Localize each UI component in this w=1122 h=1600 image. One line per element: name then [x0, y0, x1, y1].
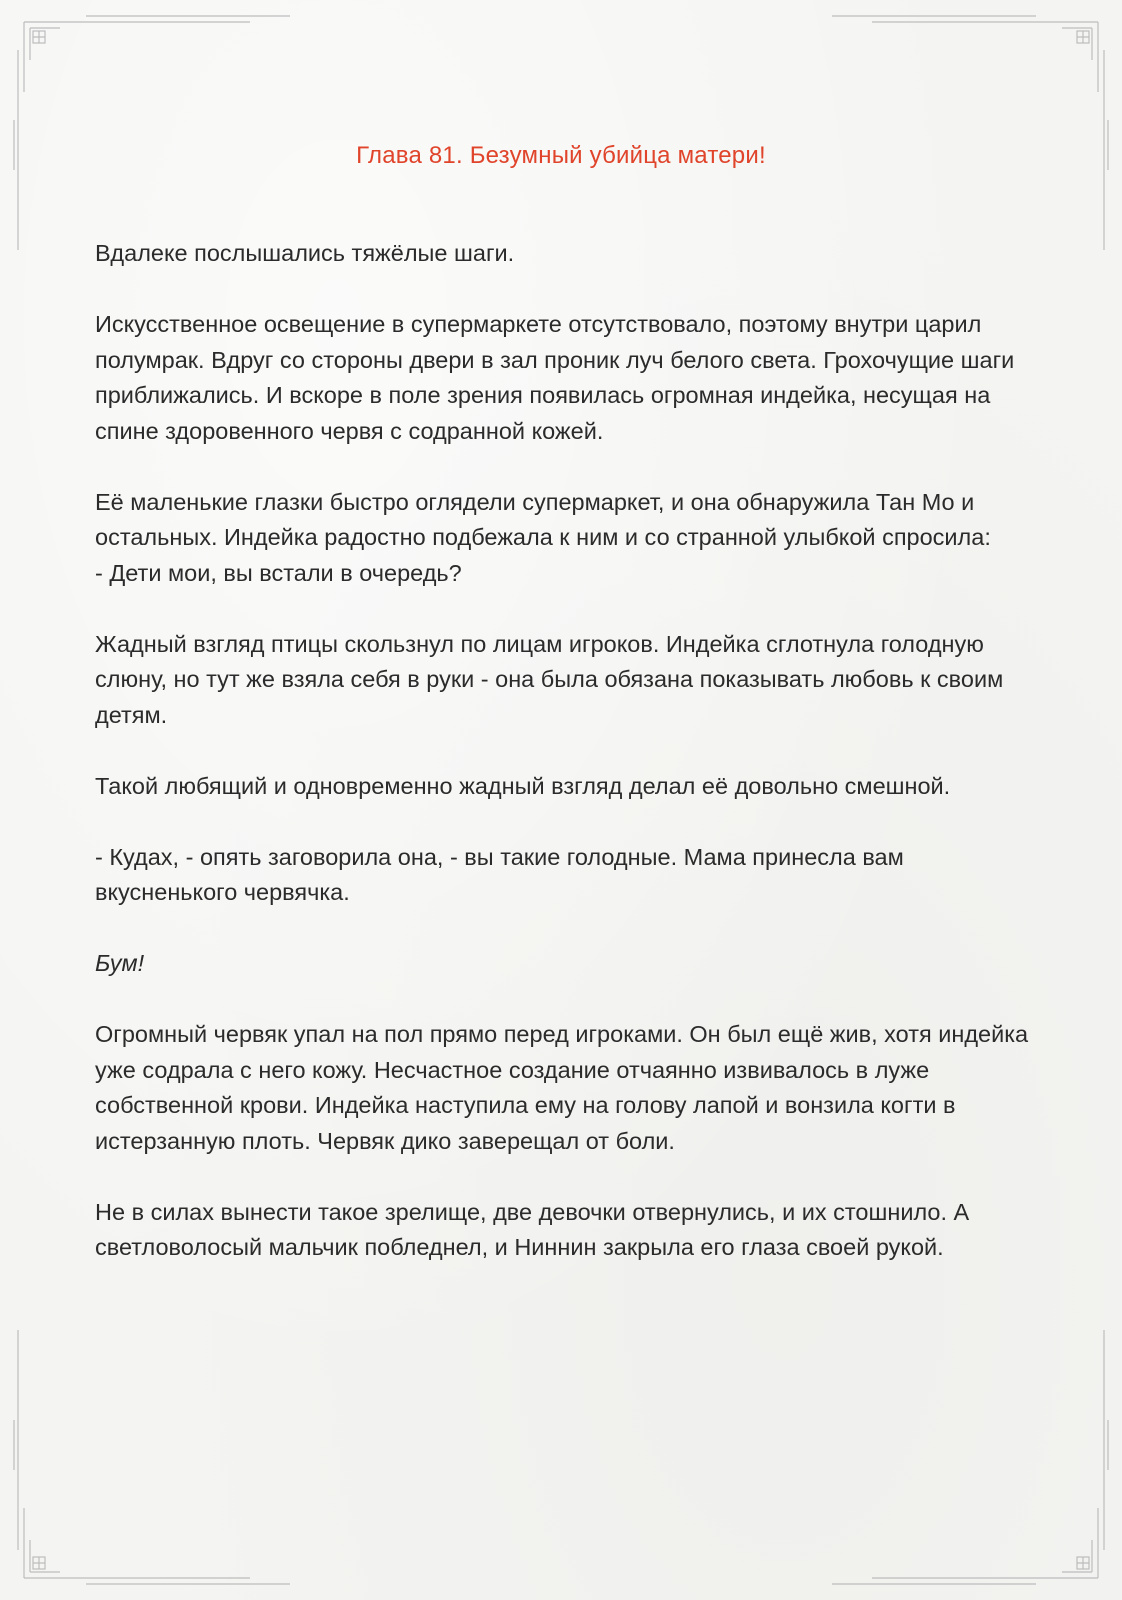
paragraph: Не в силах вынести такое зрелище, две девочки отвернулись, и их стошнило. А светловолосый мальчик побледнел, и Ниннин закрыла его глаза своей рукой. [95, 1198, 970, 1260]
chapter-body [95, 236, 1030, 1301]
paragraph-sound-effect: Бум! [95, 950, 145, 976]
paragraph: Её маленькие глазки быстро оглядели супермаркет, и она обнаружила Тан Мо и остальных. Индейка радостно подбежала к ним и со странной улыбкой спросила: - Дети мои, вы встали в очередь? [95, 488, 991, 586]
paragraph: Такой любящий и одновременно жадный взгляд делал её довольно смешной. [95, 772, 951, 799]
paragraph: Искусственное освещение в супермаркете отсутствовало, поэтому внутри царил полумрак. Вдруг со стороны двери в зал проник луч белого света. Грохочущие шаги приближались. И вскоре в поле зрения появилась огромная индейка, несущая на спине здоровенного червя с содранной кожей. [95, 311, 1015, 444]
paragraph: - Кудах, - опять заговорила она, - вы такие голодные. Мама принесла вам вкусненького червячка. [95, 843, 904, 905]
paragraph: Жадный взгляд птицы скользнул по лицам игроков. Индейка сглотнула голодную слюну, но тут же взяла себя в руки - она была обязана показывать любовь к своим детям. [95, 630, 1004, 728]
chapter-title: Глава 81. Безумный убийца матери! [356, 142, 766, 169]
paragraph: Вдалеке послышались тяжёлые шаги. [95, 240, 515, 266]
paragraph: Огромный червяк упал на пол прямо перед игроками. Он был ещё жив, хотя индейка уже содрала с него кожу. Несчастное создание отчаянно извивалось в луже собственной крови. Индейка наступила ему на голову лапой и вонзила когти в истерзанную плоть. Червяк дико заверещал от боли. [95, 1021, 1029, 1154]
